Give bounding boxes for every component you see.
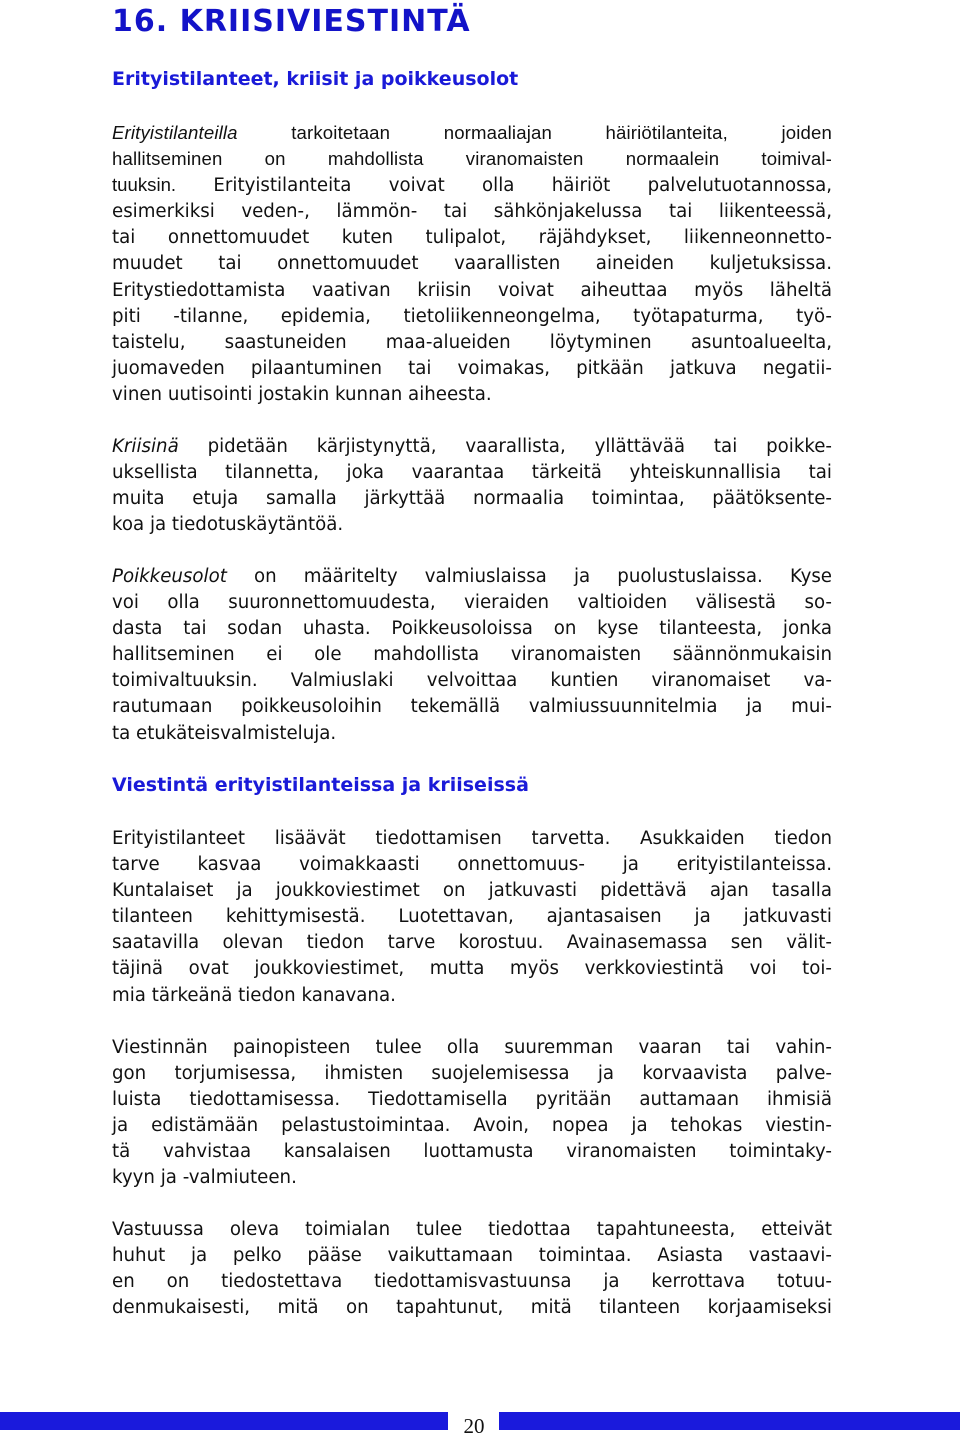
text-line: [112, 564, 832, 590]
section-heading-crisis-communication: Viestintä erityistilanteissa ja kriiseissä: [112, 774, 529, 796]
text-line: dasta tai sodan uhasta. Poikkeusoloissa on kyse tilanteesta, jonka: [112, 618, 832, 640]
text-line: hallitseminen on mahdollista viranomaisten normaalein toimival-: [112, 148, 832, 170]
defined-term: Kriisinä: [112, 436, 179, 457]
text-line: [112, 120, 832, 146]
defined-term: Poikkeusolot: [112, 566, 227, 587]
text-line: Eritystiedottamista vaativan kriisin voivat aiheuttaa myös läheltä: [112, 279, 832, 301]
section-heading-special-situations: Erityistilanteet, kriisit ja poikkeusolot: [112, 68, 519, 90]
text-line: huhut ja pelko pääse vaikuttamaan toimintaa. Asiasta vastaavi-: [112, 1245, 832, 1267]
text-line: täjinä ovat joukkoviestimet, mutta myös verkkoviestintä voi toi-: [112, 958, 832, 980]
text-line: [112, 434, 832, 460]
text-line: koa ja tiedotuskäytäntöä.: [112, 514, 344, 536]
text-fragment: tuuksin.: [112, 174, 177, 196]
text-line: piti -tilanne, epidemia, tietoliikenneongelma, työtapaturma, työ-: [112, 305, 832, 327]
text-line: voi olla suuronnettomuudesta, vieraiden valtioiden välisestä so-: [112, 592, 832, 614]
paragraph-crisis-definition: [112, 434, 832, 538]
text-line: tä vahvistaa kansalaisen luottamusta viranomaisten toimintaky-: [112, 1141, 832, 1163]
text-line: tarve kasvaa voimakkaasti onnettomuus- ja erityistilanteissa.: [112, 854, 832, 876]
text-line: taistelu, saastuneiden maa-alueiden löytyminen asuntoalueelta,: [112, 331, 832, 353]
paragraph-information-need: [112, 826, 832, 1009]
text-line: uksellista tilannetta, joka vaarantaa tärkeitä yhteiskunnallisia tai: [112, 462, 832, 484]
text-line: tai onnettomuudet kuten tulipalot, räjähdykset, liikenneonnetto-: [112, 227, 832, 249]
text-line: gon torjumisessa, ihmisten suojelemisessa ja korvaavista palve-: [112, 1063, 832, 1085]
text-line: saatavilla olevan tiedon tarve korostuu. Avainasemassa sen välit-: [112, 932, 832, 954]
text-line: Erityistilanteet lisäävät tiedottamisen tarvetta. Asukkaiden tiedon: [112, 828, 832, 849]
text-fragment: on määritelty valmiuslaissa ja puolustuslaissa. Kyse: [226, 566, 832, 587]
text-line: kyyn ja -valmiuteen.: [112, 1167, 297, 1189]
text-line: tilanteen kehittymisestä. Luotettavan, ajantasaisen ja jatkuvasti: [112, 906, 832, 928]
text-line: denmukaisesti, mitä on tapahtunut, mitä tilanteen korjaamiseksi: [112, 1297, 832, 1319]
text-line: Vastuussa oleva toimialan tulee tiedottaa tapahtuneesta, etteivät: [112, 1219, 832, 1240]
text-line: Kuntalaiset ja joukkoviestimet on jatkuvasti pidettävä ajan tasalla: [112, 880, 832, 902]
text-line: toimivaltuuksin. Valmiuslaki velvoittaa kuntien viranomaiset va-: [112, 670, 832, 692]
chapter-title: 16. KRIISIVIESTINTÄ: [112, 4, 471, 39]
text-line: ja edistämään pelastustoimintaa. Avoin, nopea ja tehokas viestin-: [112, 1115, 832, 1137]
paragraph-responsibility: [112, 1217, 832, 1321]
paragraph-emergency-conditions: [112, 564, 832, 747]
text-fragment: pidetään kärjistynyttä, vaarallista, yllättävää tai poikke-: [178, 436, 832, 457]
footer-bar-right: [499, 1412, 960, 1430]
paragraph-special-situations: [112, 120, 832, 408]
defined-term: Erityistilanteilla: [112, 122, 238, 143]
text-line: muudet tai onnettomuudet vaarallisten aineiden kuljetuksissa.: [112, 253, 832, 275]
text-line: muita etuja samalla järkyttää normaalia toimintaa, päätöksente-: [112, 488, 832, 510]
footer-bar-left: [0, 1412, 448, 1430]
text-fragment: Erityistilanteita voivat olla häiriöt palvelutuotannossa,: [176, 175, 832, 197]
text-line: en on tiedostettava tiedottamisvastuunsa ja kerrottava totuu-: [112, 1271, 832, 1293]
text-line: ta etukäteisvalmisteluja.: [112, 722, 337, 744]
text-line: [112, 172, 832, 199]
text-line: Viestinnän painopisteen tulee olla suuremman vaaran tai vahin-: [112, 1037, 832, 1058]
text-line: juomaveden pilaantuminen tai voimakas, pitkään jatkuva negatii-: [112, 357, 832, 379]
text-line: mia tärkeänä tiedon kanavana.: [112, 984, 396, 1006]
text-fragment: tarkoitetaan normaaliajan häiriötilanteita, joiden: [237, 122, 832, 143]
text-line: vinen uutisointi jostakin kunnan aiheesta.: [112, 383, 492, 405]
text-line: luista tiedottamisessa. Tiedottamisella pyritään auttamaan ihmisiä: [112, 1089, 832, 1111]
paragraph-communication-focus: [112, 1035, 832, 1192]
text-line: esimerkiksi veden-, lämmön- tai sähkönjakelussa tai liikenteessä,: [112, 201, 832, 223]
text-line: hallitseminen ei ole mahdollista viranomaisten säännönmukaisin: [112, 644, 832, 666]
page-number: 20: [463, 1414, 485, 1438]
text-line: rautumaan poikkeusoloihin tekemällä valmiussuunnitelmia ja mui-: [112, 696, 832, 718]
